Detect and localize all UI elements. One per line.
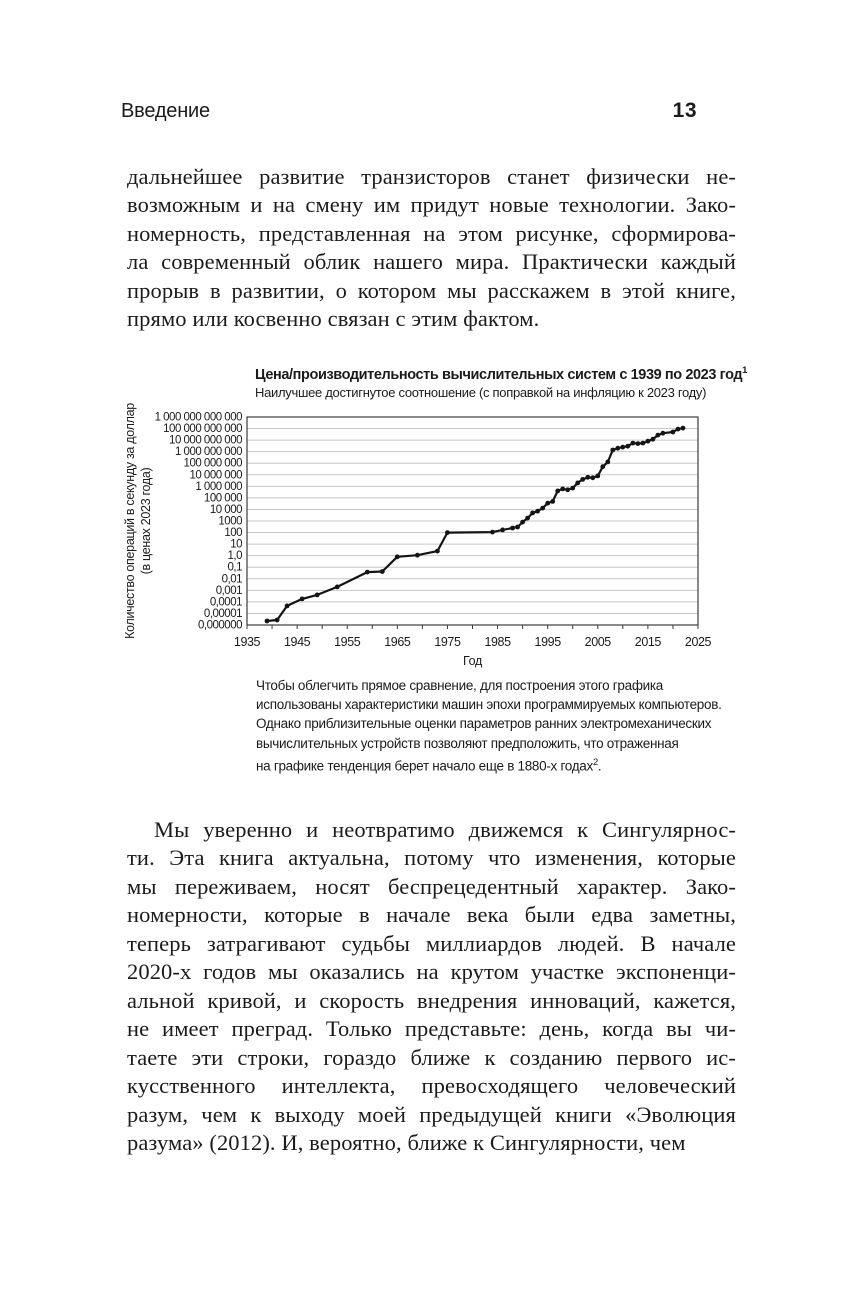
caption-line <box>256 753 716 776</box>
figure-caption <box>256 676 722 776</box>
x-tick-label: 1995 <box>534 635 561 649</box>
x-tick-label: 1935 <box>233 635 261 649</box>
data-point <box>445 530 450 535</box>
y-tick-label: 0,000000 <box>198 619 242 632</box>
caption-line: вычислительных устройств позволяют предположить, что отраженная <box>256 735 679 751</box>
text-line: разум, чем к выходу моей предыдущей книги «Эволюция <box>127 1101 736 1127</box>
page-number: 13 <box>672 99 697 122</box>
caption-line: Чтобы облегчить прямое сравнение, для построения этого графика <box>256 678 664 693</box>
paragraph-2 <box>127 816 736 1157</box>
y-tick-label: 10 000 000 <box>189 469 242 482</box>
caption-text: на графике тенденция берет начало еще в 1880-х годах <box>256 758 593 774</box>
y-tick-label: 10 <box>230 538 242 551</box>
data-point <box>525 516 530 521</box>
data-point <box>415 553 420 558</box>
data-point <box>676 427 681 432</box>
text-line: альной кривой, и скорость внедрения инноваций, кажется, <box>127 987 736 1013</box>
data-point <box>625 444 630 449</box>
data-point <box>300 597 305 602</box>
y-tick-label: 0,1 <box>227 561 242 574</box>
data-point <box>540 506 545 511</box>
x-tick-label: 2025 <box>684 635 712 649</box>
data-point <box>285 604 290 609</box>
data-point <box>641 441 646 446</box>
data-point <box>555 489 560 494</box>
data-point <box>380 569 385 574</box>
x-tick-label: 1955 <box>334 635 361 649</box>
data-point <box>605 460 610 465</box>
y-tick-label: 10 000 000 000 <box>169 434 242 447</box>
y-tick-label: 0,0001 <box>209 596 242 609</box>
data-point <box>615 446 620 451</box>
text-line: ти. Эта книга актуальна, потому что изменения, которые <box>127 845 736 871</box>
text-line: ла современный облик нашего мира. Практически каждый <box>127 249 736 275</box>
text-line: Мы уверенно и неотвратимо движемся к Сингулярнос- <box>154 817 736 842</box>
data-point <box>600 464 605 469</box>
data-point <box>580 477 585 482</box>
y-tick-label: 100 000 000 000 <box>163 423 242 436</box>
data-point <box>595 474 600 479</box>
y-tick-label: 100 000 000 <box>183 457 242 470</box>
y-tick-label: 1 000 000 000 <box>174 446 242 459</box>
running-header <box>121 99 697 123</box>
text-line: теперь затрагивают судьбы миллиардов людей. В начале <box>127 930 736 956</box>
data-point <box>610 448 615 453</box>
text-line: таете эти строки, гораздо ближе к созданию первого ис- <box>127 1044 736 1070</box>
data-point <box>570 486 575 491</box>
text-line: кусственного интеллекта, превосходящего человеческий <box>127 1073 736 1099</box>
y-tick-label: 100 000 <box>203 492 242 505</box>
y-tick-label: 0,001 <box>215 584 242 597</box>
y-tick-label: 1 000 000 000 000 <box>154 411 242 424</box>
data-point <box>620 445 625 450</box>
text-line: разума» (2012). И, вероятно, ближе к Сингулярности, чем <box>127 1129 686 1155</box>
x-tick-label: 2005 <box>584 635 611 649</box>
caption-text: . <box>597 758 602 774</box>
caption-line: использованы характеристики машин эпохи программируемых компьютеров. <box>256 697 722 713</box>
data-point <box>631 441 636 446</box>
data-point <box>265 619 270 624</box>
x-tick-label: 2015 <box>634 635 661 649</box>
data-point <box>575 481 580 486</box>
data-point <box>661 431 666 436</box>
data-point <box>435 549 440 554</box>
x-tick-label: 1985 <box>484 635 511 649</box>
x-tick-label: 1975 <box>434 635 461 649</box>
y-axis-title-line2: (в ценах 2023 года) <box>139 467 153 575</box>
y-tick-label: 1 000 000 <box>195 480 242 493</box>
data-point <box>550 499 555 504</box>
data-series-line <box>267 428 683 621</box>
data-point <box>395 554 400 559</box>
y-tick-label: 0,01 <box>221 573 242 586</box>
data-point <box>315 593 320 598</box>
data-point <box>560 487 565 492</box>
data-point <box>515 525 520 530</box>
y-tick-label: 1,0 <box>227 550 242 563</box>
text-line: 2020-х годов мы оказались на крутом участке экспоненци- <box>127 959 736 985</box>
y-tick-label: 10 000 <box>209 503 242 516</box>
y-tick-label: 0,00001 <box>203 607 242 620</box>
data-point <box>565 487 570 492</box>
data-point <box>681 426 686 431</box>
footnote-marker-2: 2 <box>592 756 598 768</box>
footnote-marker-1: 1 <box>742 365 748 376</box>
paragraph-1 <box>127 163 736 334</box>
text-line: мы переживаем, носят беспрецедентный характер. Зако- <box>127 873 736 899</box>
data-point <box>646 439 651 444</box>
text-line: прямо или косвенно связан с этим фактом. <box>127 306 540 332</box>
x-tick-label: 1945 <box>284 635 311 649</box>
caption-line: Однако приблизительные оценки параметров ранних электромеханических <box>256 716 712 732</box>
data-point <box>651 437 656 442</box>
data-point <box>500 528 505 533</box>
data-point <box>590 475 595 480</box>
text-line: возможным и на смену им придут новые технологии. Зако- <box>127 192 736 218</box>
section-title: Введение <box>121 100 210 122</box>
data-point <box>585 475 590 480</box>
data-point <box>275 618 280 623</box>
data-point <box>656 433 661 438</box>
data-point <box>520 520 525 525</box>
text-line: дальнейшее развитие транзисторов станет физически не- <box>127 164 736 189</box>
data-point <box>490 530 495 535</box>
figure-subtitle: Наилучшее достигнутое соотношение (с поправкой на инфляцию к 2023 году) <box>255 385 707 400</box>
text-line: номерности, которые в начале века были едва заметны, <box>127 902 736 928</box>
data-point <box>335 585 340 590</box>
data-point <box>545 501 550 506</box>
data-point <box>365 570 370 575</box>
price-performance-chart <box>0 355 844 685</box>
figure-title-text: Цена/производительность вычислительных систем с 1939 по 2023 год <box>255 366 743 383</box>
data-point <box>530 511 535 516</box>
text-line: прорыв в развитии, о котором мы расскажем в этой книге, <box>127 277 736 303</box>
data-point <box>510 526 515 531</box>
data-point <box>636 441 641 446</box>
x-axis-title: Год <box>462 654 483 668</box>
x-tick-label: 1965 <box>384 635 411 649</box>
y-axis-title: Количество операций в секунду за доллар <box>123 403 137 639</box>
data-point <box>535 509 540 514</box>
text-line: не имеет преград. Только представьте: день, когда вы чи- <box>127 1016 736 1042</box>
y-tick-label: 1000 <box>218 515 242 528</box>
text-line: номерность, представленная на этом рисунке, сформирова- <box>127 220 736 246</box>
y-tick-label: 100 <box>224 527 242 540</box>
data-point <box>671 430 676 435</box>
